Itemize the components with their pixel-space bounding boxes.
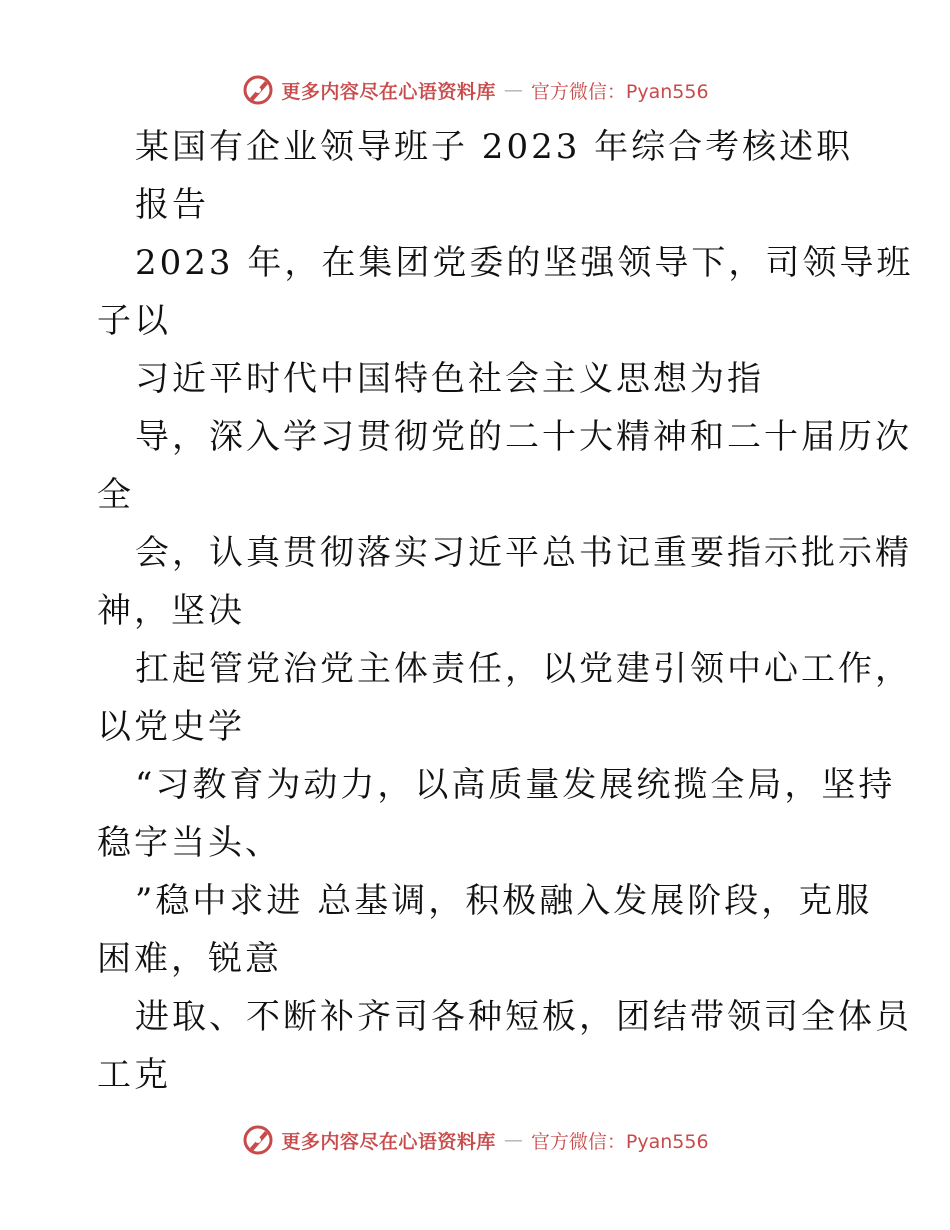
text-line: 工克: [97, 1055, 171, 1095]
title-line-1: 某国有企业领导班子 2023 年综合考核述职: [135, 127, 854, 167]
text-line: 扛起管党治党主体责任，以党建引领中心工作，: [135, 649, 912, 689]
banner-separator: —: [503, 1129, 523, 1151]
text-line: 子以: [97, 301, 171, 341]
banner-wechat: 官方微信：Pyan556: [530, 1130, 709, 1153]
banner-wechat: 官方微信：Pyan556: [530, 80, 709, 103]
pen-logo-icon: [241, 73, 275, 107]
title-line-2: 报告: [135, 185, 209, 225]
banner-separator: —: [503, 79, 523, 101]
text-line: 习近平时代中国特色社会主义思想为指: [135, 359, 764, 399]
banner-slogan: 更多内容尽在心语资料库: [281, 1130, 496, 1153]
text-line: 会，认真贯彻落实习近平总书记重要指示批示精: [135, 533, 912, 573]
text-line: 全: [97, 475, 134, 515]
text-line: 困难，锐意: [97, 939, 282, 979]
text-line: 以党史学: [97, 707, 245, 747]
text-line: 稳字当头、: [97, 823, 282, 863]
text-line: 导，深入学习贯彻党的二十大精神和二十届历次: [135, 417, 912, 457]
text-line: 2023 年，在集团党委的坚强领导下，司领导班: [135, 243, 914, 283]
text-line: “习教育为动力，以高质量发展统揽全局，坚持: [135, 765, 896, 805]
pen-logo-icon: [241, 1123, 275, 1157]
text-line: 神，坚决: [97, 591, 245, 631]
footer-banner: [0, 1120, 950, 1160]
header-banner: [0, 70, 950, 110]
banner-slogan: 更多内容尽在心语资料库: [281, 80, 496, 103]
text-line: 进取、不断补齐司各种短板，团结带领司全体员: [135, 997, 912, 1037]
text-line: ”稳中求进 总基调，积极融入发展阶段，克服: [135, 881, 873, 921]
